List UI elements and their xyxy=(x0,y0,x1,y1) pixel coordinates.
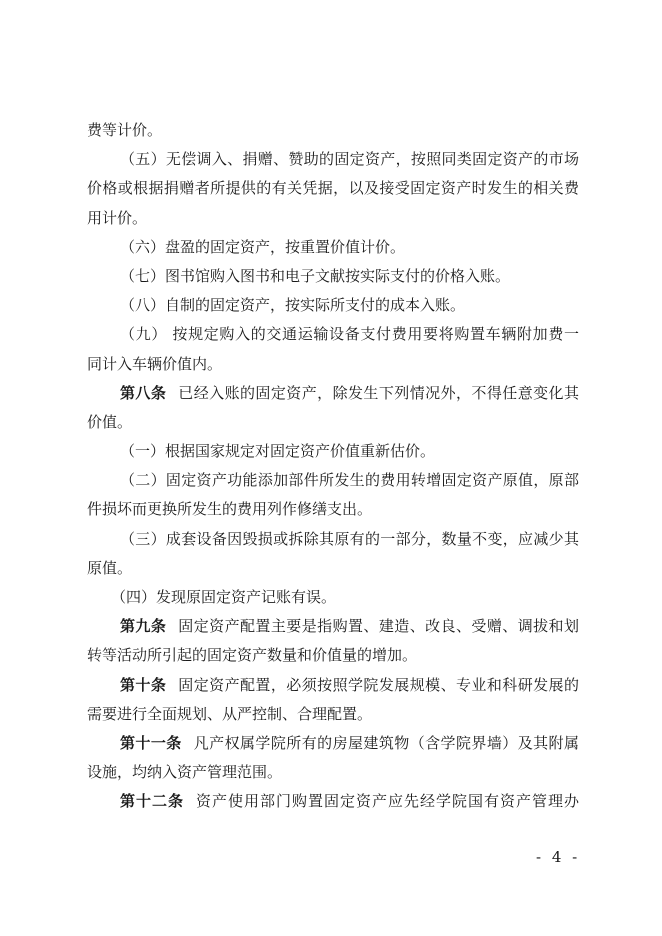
text-line xyxy=(87,557,579,586)
line-text: 固定资产配置，必须按照学院发展规模、专业和科研发展的 xyxy=(178,675,579,694)
text-line xyxy=(87,586,579,615)
line-text: （五）无偿调入、捐赠、赞助的固定资产，按照同类固定资产的市场 xyxy=(120,150,579,169)
line-text: 费等计价。 xyxy=(87,121,163,139)
text-line xyxy=(87,440,579,469)
line-text: （七）图书馆购入图书和电子文献按实际支付的价格入账。 xyxy=(120,266,511,285)
text-line xyxy=(87,382,579,411)
text-line xyxy=(87,148,579,177)
article-heading: 第十二条 xyxy=(120,792,184,811)
text-line xyxy=(87,119,579,148)
line-text: 凡产权属学院所有的房屋建筑物（含学院界墙）及其附属 xyxy=(193,733,579,752)
text-line xyxy=(87,790,579,819)
line-text: 需要进行全面规划、从严控制、合理配置。 xyxy=(87,704,373,723)
text-line xyxy=(87,528,579,557)
line-text: 设施，均纳入资产管理范围。 xyxy=(87,763,283,782)
text-line xyxy=(87,732,579,761)
text-line xyxy=(87,177,579,206)
line-text: 用计价。 xyxy=(87,208,148,227)
text-line xyxy=(87,761,579,790)
line-text: 资产使用部门购置固定资产应先经学院国有资产管理办 xyxy=(196,792,579,811)
text-line xyxy=(87,498,579,527)
document-body xyxy=(87,119,579,820)
article-heading: 第八条 xyxy=(120,383,167,402)
text-line xyxy=(87,674,579,703)
text-line xyxy=(87,615,579,644)
line-text: 转等活动所引起的固定资产数量和价值量的增加。 xyxy=(87,646,418,665)
line-text: （八）自制的固定资产，按实际所支付的成本入账。 xyxy=(120,296,466,315)
text-line xyxy=(87,323,579,352)
line-text: 件损坏而更换所发生的费用列作修缮支出。 xyxy=(87,500,373,519)
line-text: 已经入账的固定资产，除发生下列情况外，不得任意变化其 xyxy=(178,383,579,402)
line-text: （六）盘盈的固定资产，按重置价值计价。 xyxy=(120,237,406,256)
article-heading: 第十条 xyxy=(120,675,167,694)
line-text: （一）根据国家规定对固定资产价值重新估价。 xyxy=(120,442,436,461)
line-text: 同计入车辆价值内。 xyxy=(87,354,223,373)
line-text: 价值。 xyxy=(87,412,133,431)
text-line xyxy=(87,236,579,265)
line-text: （九） 按规定购入的交通运输设备支付费用要将购置车辆附加费一 xyxy=(120,325,579,344)
line-text: 原值。 xyxy=(87,558,133,577)
text-line xyxy=(87,644,579,673)
text-line xyxy=(87,294,579,323)
text-line xyxy=(87,703,579,732)
text-line xyxy=(87,353,579,382)
text-line xyxy=(87,265,579,294)
text-line xyxy=(87,411,579,440)
line-text: 价格或根据捐赠者所提供的有关凭据，以及接受固定资产时发生的相关费 xyxy=(87,179,579,198)
text-line xyxy=(87,207,579,236)
article-heading: 第九条 xyxy=(120,617,167,636)
line-text: （三）成套设备因毁损或拆除其原有的一部分，数量不变，应减少其 xyxy=(120,529,579,548)
line-text: （二）固定资产功能添加部件所发生的费用转增固定资产原值，原部 xyxy=(120,471,579,490)
text-line xyxy=(87,469,579,498)
line-text: （四）发现原固定资产记账有误。 xyxy=(111,588,337,606)
article-heading: 第十一条 xyxy=(120,733,182,752)
line-text: 固定资产配置主要是指购置、建造、改良、受赠、调拔和划 xyxy=(178,617,579,636)
page-number: - 4 - xyxy=(536,848,581,866)
